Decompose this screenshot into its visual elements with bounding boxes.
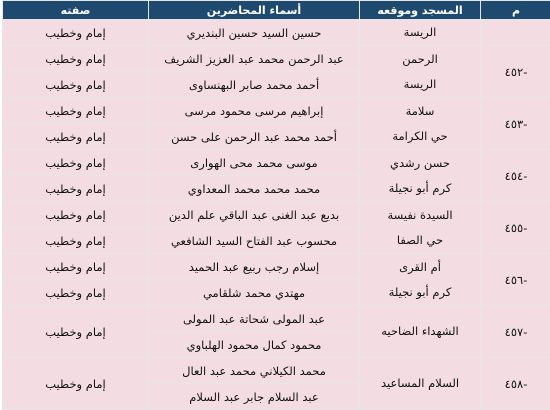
header-mosque: المسجد وموقعه <box>360 1 481 20</box>
lecturers-table <box>2 0 550 410</box>
table-row <box>3 254 550 280</box>
mosque-line: الريسة <box>360 72 480 97</box>
number-cell: ٤٥٣- <box>481 98 550 150</box>
header-number: م <box>481 1 550 20</box>
number-cell: ٤٥٢- <box>481 46 550 98</box>
number-cell: ٤٥٤- <box>481 150 550 202</box>
mosque-line: كرم أبو نجيلة <box>360 176 480 201</box>
mosque-line: الرحمن <box>360 47 480 72</box>
lecturer-cell: عبد المولى شحاتة عبد المولى <box>149 306 360 332</box>
role-cell: إمام وخطيب <box>3 306 149 358</box>
role-cell: إمام وخطيب <box>3 254 149 280</box>
mosque-line: سلامة <box>360 99 480 124</box>
role-cell: إمام وخطيب <box>3 228 149 254</box>
lecturer-cell: عبد السلام جابر عبد السلام <box>149 384 360 410</box>
lecturer-cell: محمد الكيلاني محمد عبد العال <box>149 358 360 384</box>
role-cell: إمام وخطيب <box>3 124 149 150</box>
mosque-line: حي الصفا <box>360 228 480 253</box>
mosque-line: السلام المساعيد <box>360 371 480 396</box>
header-lecturers: أسماء المحاضرين <box>149 1 360 20</box>
role-cell: إمام وخطيب <box>3 98 149 124</box>
role-cell: إمام وخطيب <box>3 150 149 176</box>
lecturer-cell: محمد محمد محمد المعداوي <box>149 176 360 202</box>
lecturer-cell: إسلام رجب ربيع عبد الحميد <box>149 254 360 280</box>
mosque-cell <box>360 98 481 150</box>
lecturer-cell: بديع عبد الغنى عبد الباقي علم الدين <box>149 202 360 228</box>
table-body <box>3 20 550 410</box>
number-cell: ٤٥٦- <box>481 254 550 306</box>
mosque-cell <box>360 20 481 46</box>
number-cell <box>481 20 550 46</box>
role-cell: إمام وخطيب <box>3 72 149 98</box>
mosque-line: الشهداء الضاحيه <box>360 319 480 344</box>
mosque-cell <box>360 254 481 306</box>
lecturer-cell: محسوب عبد الفتاح السيد الشافعي <box>149 228 360 254</box>
lecturer-cell: أحمد محمد صابر البهنساوى <box>149 72 360 98</box>
lecturer-cell: حسين السيد حسين البنديري <box>149 20 360 46</box>
mosque-cell <box>360 202 481 254</box>
table-row <box>3 20 550 46</box>
mosque-line: الريسة <box>360 20 480 45</box>
mosque-line: كرم أبو نجيلة <box>360 280 480 305</box>
role-cell: إمام وخطيب <box>3 202 149 228</box>
lecturer-cell: موسى محمد محى الهوارى <box>149 150 360 176</box>
mosque-cell <box>360 306 481 358</box>
table-row <box>3 98 550 124</box>
mosque-line: أم القرى <box>360 255 480 280</box>
mosque-cell <box>360 150 481 202</box>
lecturer-cell: مهتدي محمد شلقامي <box>149 280 360 306</box>
lecturer-cell: إبراهيم مرسى محمود مرسى <box>149 98 360 124</box>
role-cell: إمام وخطيب <box>3 280 149 306</box>
mosque-line: السيدة نفيسة <box>360 203 480 228</box>
lecturer-cell: أحمد محمد عبد الرحمن على حسن <box>149 124 360 150</box>
role-cell: إمام وخطيب <box>3 20 149 46</box>
table-row <box>3 150 550 176</box>
number-cell: ٤٥٧- <box>481 306 550 358</box>
table-row <box>3 306 550 332</box>
table-row <box>3 358 550 384</box>
role-cell: إمام وخطيب <box>3 46 149 72</box>
role-cell: إمام وخطيب <box>3 358 149 410</box>
mosque-line: حي الكرامة <box>360 124 480 149</box>
number-cell: ٤٥٥- <box>481 202 550 254</box>
mosque-line: حسن رشدي <box>360 151 480 176</box>
lecturer-cell: عبد الرحمن محمد عبد العزيز الشريف <box>149 46 360 72</box>
table-row <box>3 202 550 228</box>
lecturer-cell: محمود كمال محمود الهلباوي <box>149 332 360 358</box>
mosque-cell <box>360 358 481 410</box>
table-row <box>3 46 550 72</box>
header-role: صفته <box>3 1 149 20</box>
number-cell: ٤٥٨- <box>481 358 550 410</box>
header-row <box>3 1 550 20</box>
mosque-cell <box>360 46 481 98</box>
role-cell: إمام وخطيب <box>3 176 149 202</box>
